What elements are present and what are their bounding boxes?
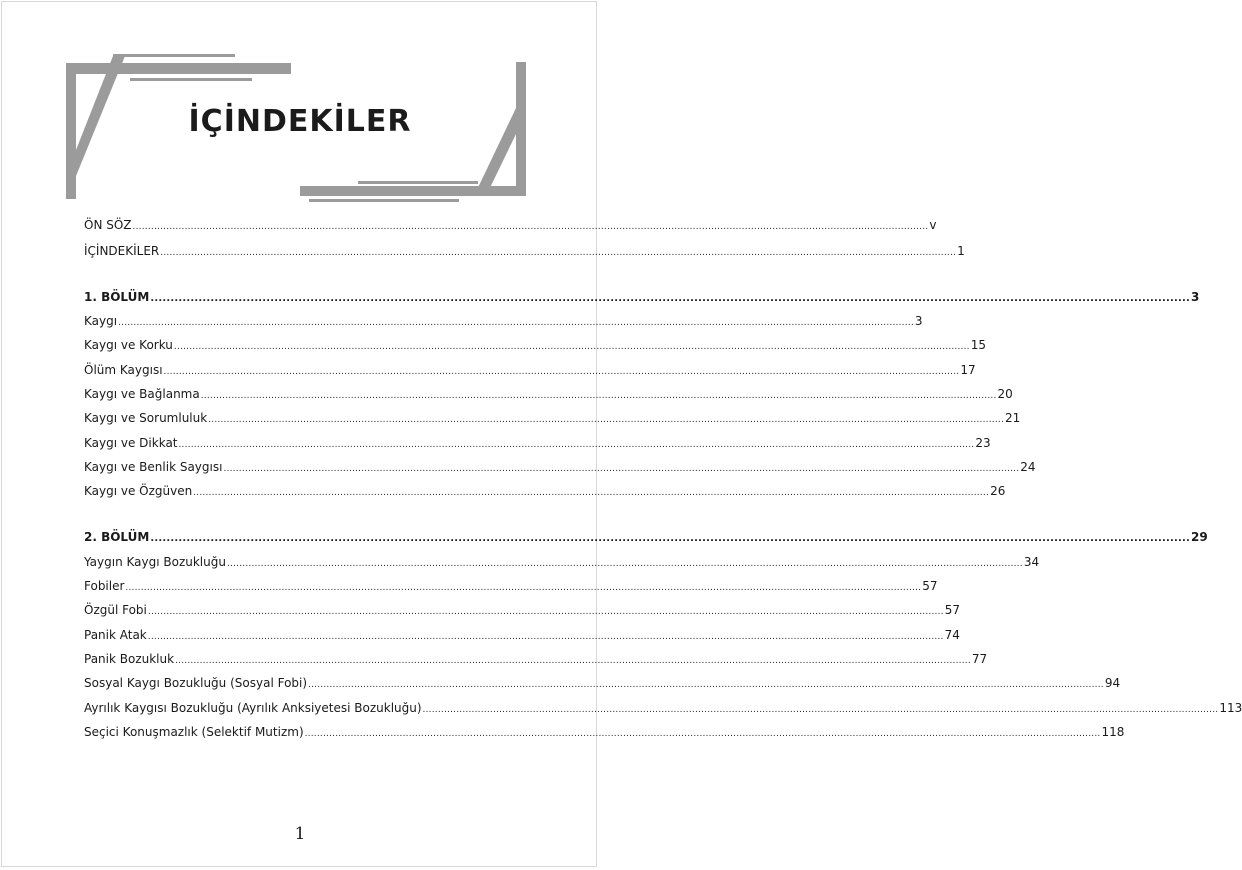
toc-entry-title: Kaygı ve Özgüven: [84, 484, 193, 498]
toc-leader-dots: ....................................................................................................................................................................................................................................................................: [150, 293, 1191, 304]
toc-entry: [84, 484, 1006, 504]
toc-entry-title: Seçici Konuşmazlık (Selektif Mutizm): [84, 725, 304, 739]
toc-entry: [84, 628, 960, 648]
toc-entry-page: 57: [922, 579, 938, 593]
toc-entry-page: 1: [957, 244, 965, 258]
toc-entry-page: 113: [1219, 701, 1242, 715]
toc-entry-title: Panik Atak: [84, 628, 147, 642]
toc-leader-dots: ....................................................................................................................................................................................................................................................................: [147, 607, 944, 617]
toc-entry-page: 74: [944, 628, 960, 642]
toc-entry-title: Kaygı ve Dikkat: [84, 436, 178, 450]
toc-entry: [84, 676, 1121, 696]
toc-entry-title: Kaygı ve Benlik Saygısı: [84, 460, 223, 474]
toc-leader-dots: ....................................................................................................................................................................................................................................................................: [304, 729, 1101, 739]
toc-leader-dots: ....................................................................................................................................................................................................................................................................: [125, 583, 922, 593]
toc-entry: [84, 290, 1200, 310]
toc-leader-dots: ....................................................................................................................................................................................................................................................................: [150, 533, 1191, 544]
toc-entry: [84, 387, 1013, 407]
page-title: İÇİNDEKİLER: [188, 104, 412, 139]
toc-entry: [84, 244, 965, 264]
toc-leader-dots: ....................................................................................................................................................................................................................................................................: [160, 248, 957, 258]
toc-entry-page: 77: [971, 652, 988, 666]
toc-entry: [84, 652, 988, 672]
toc-leader-dots: ....................................................................................................................................................................................................................................................................: [118, 318, 914, 328]
toc-entry-title: Yaygın Kaygı Bozukluğu: [84, 555, 226, 569]
toc-entry-page: 26: [990, 484, 1006, 498]
toc-leader-dots: ....................................................................................................................................................................................................................................................................: [163, 367, 960, 377]
toc-entry: [84, 701, 1242, 721]
toc-leader-dots: ....................................................................................................................................................................................................................................................................: [132, 222, 929, 232]
toc-entry: [84, 725, 1125, 745]
toc-entry: [84, 218, 937, 238]
toc-entry-title: Özgül Fobi: [84, 603, 147, 617]
toc-entry-title: Panik Bozukluk: [84, 652, 175, 666]
toc-leader-dots: ....................................................................................................................................................................................................................................................................: [175, 656, 971, 666]
toc-entry: [84, 603, 960, 623]
toc-leader-dots: ....................................................................................................................................................................................................................................................................: [208, 415, 1005, 425]
toc-entry-title: İÇİNDEKİLER: [84, 244, 160, 258]
toc-entry: [84, 555, 1040, 575]
toc-entry: [84, 530, 1208, 550]
toc-entry: [84, 314, 923, 334]
toc-entry-page: 23: [975, 436, 991, 450]
toc-entry-page: v: [929, 218, 937, 232]
toc-entry-title: Fobiler: [84, 579, 125, 593]
toc-entry-page: 34: [1023, 555, 1040, 569]
toc-entry: [84, 338, 987, 358]
toc-leader-dots: ....................................................................................................................................................................................................................................................................: [223, 464, 1020, 474]
toc-leader-dots: ....................................................................................................................................................................................................................................................................: [178, 440, 975, 450]
toc-entry-title: Ölüm Kaygısı: [84, 363, 163, 377]
toc-entry-page: 118: [1101, 725, 1125, 739]
toc-leader-dots: ....................................................................................................................................................................................................................................................................: [226, 559, 1023, 569]
toc-entry: [84, 411, 1021, 431]
toc-entry-page: 20: [997, 387, 1013, 401]
toc-leader-dots: ....................................................................................................................................................................................................................................................................: [173, 342, 970, 352]
toc-leader-dots: ....................................................................................................................................................................................................................................................................: [422, 705, 1219, 715]
toc-entry-title: Sosyal Kaygı Bozukluğu (Sosyal Fobi): [84, 676, 308, 690]
toc-entry-page: 15: [970, 338, 987, 352]
toc-leader-dots: ....................................................................................................................................................................................................................................................................: [147, 632, 944, 642]
toc-entry: [84, 579, 938, 599]
toc-entry-title: 2. BÖLÜM: [84, 530, 150, 544]
toc-entry-title: Kaygı: [84, 314, 118, 328]
toc-leader-dots: ....................................................................................................................................................................................................................................................................: [200, 391, 997, 401]
toc-entry-title: Kaygı ve Bağlanma: [84, 387, 200, 401]
toc-entry: [84, 436, 991, 456]
toc-entry-page: 94: [1104, 676, 1121, 690]
toc-entry-title: Kaygı ve Sorumluluk: [84, 411, 208, 425]
toc-entry: [84, 363, 976, 383]
toc-leader-dots: ....................................................................................................................................................................................................................................................................: [308, 680, 1104, 690]
toc-entry-page: 24: [1020, 460, 1036, 474]
toc-leader-dots: ....................................................................................................................................................................................................................................................................: [193, 488, 990, 498]
toc-entry-title: Kaygı ve Korku: [84, 338, 173, 352]
toc-entry-title: ÖN SÖZ: [84, 218, 132, 232]
toc-entry-page: 3: [1191, 290, 1200, 304]
toc-entry: [84, 460, 1036, 480]
toc-entry-title: Ayrılık Kaygısı Bozukluğu (Ayrılık Anksiyetesi Bozukluğu): [84, 701, 422, 715]
toc-entry-page: 3: [914, 314, 923, 328]
toc-entry-page: 17: [960, 363, 976, 377]
toc-entry-page: 29: [1191, 530, 1208, 544]
toc-entry-title: 1. BÖLÜM: [84, 290, 150, 304]
toc-entry-page: 21: [1005, 411, 1021, 425]
toc-entry-page: 57: [944, 603, 960, 617]
page-number: 1: [294, 824, 306, 844]
